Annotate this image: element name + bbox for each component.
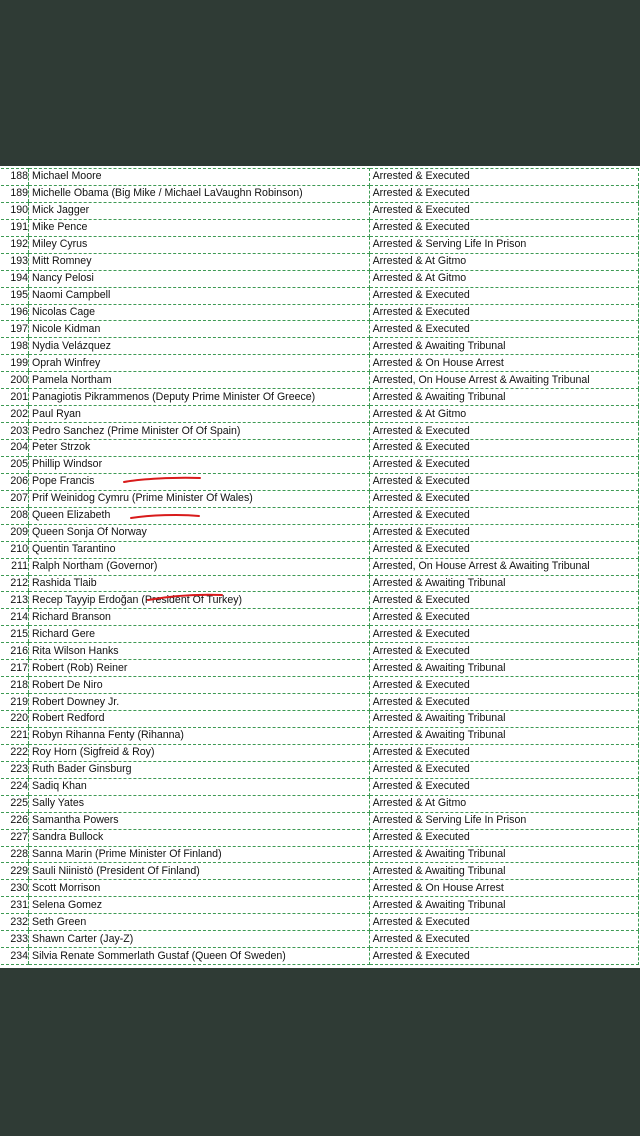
row-number: 217 [1,660,29,677]
status-cell: Arrested & Executed [369,456,638,473]
person-name: Rita Wilson Hanks [29,643,370,660]
status-cell: Arrested & Executed [369,609,638,626]
status-cell: Arrested, On House Arrest & Awaiting Tribunal [369,558,638,575]
row-number: 210 [1,541,29,558]
person-name: Paul Ryan [29,406,370,423]
table-row [1,948,639,965]
person-name: Sandra Bullock [29,829,370,846]
table-row [1,490,639,507]
table-row [1,677,639,694]
table-row [1,406,639,423]
table-row [1,812,639,829]
table-row [1,321,639,338]
table-row [1,829,639,846]
row-number: 228 [1,846,29,863]
person-name: Sanna Marin (Prime Minister Of Finland) [29,846,370,863]
table-row [1,270,639,287]
table-row [1,287,639,304]
status-cell: Arrested & Awaiting Tribunal [369,846,638,863]
row-number: 212 [1,575,29,592]
row-number: 211 [1,558,29,575]
table-row [1,626,639,643]
status-cell: Arrested & Executed [369,507,638,524]
row-number: 220 [1,711,29,728]
row-number: 201 [1,389,29,406]
person-name: Robert De Niro [29,677,370,694]
row-number: 216 [1,643,29,660]
person-name: Scott Morrison [29,880,370,897]
table-row [1,236,639,253]
status-cell: Arrested & At Gitmo [369,795,638,812]
row-number: 223 [1,761,29,778]
table-row [1,253,639,270]
table-row [1,202,639,219]
table-row [1,727,639,744]
status-cell: Arrested & Awaiting Tribunal [369,575,638,592]
person-name: Nancy Pelosi [29,270,370,287]
table-row [1,914,639,931]
status-cell: Arrested & Executed [369,677,638,694]
status-cell: Arrested & Executed [369,744,638,761]
person-name: Recep Tayyip Erdoğan (President Of Turkey) [29,592,370,609]
person-name: Mick Jagger [29,202,370,219]
row-number: 234 [1,948,29,965]
row-number: 213 [1,592,29,609]
status-cell: Arrested, On House Arrest & Awaiting Tribunal [369,372,638,389]
row-number: 208 [1,507,29,524]
status-cell: Arrested & Awaiting Tribunal [369,660,638,677]
table-row [1,778,639,795]
table-row [1,169,639,186]
person-name: Naomi Campbell [29,287,370,304]
person-name: Selena Gomez [29,897,370,914]
person-name: Pedro Sanchez (Prime Minister Of Of Spain) [29,423,370,440]
status-cell: Arrested & Executed [369,541,638,558]
row-number: 199 [1,355,29,372]
table-row [1,423,639,440]
status-cell: Arrested & Awaiting Tribunal [369,389,638,406]
status-cell: Arrested & Executed [369,592,638,609]
row-number: 230 [1,880,29,897]
row-number: 227 [1,829,29,846]
person-name: Robert (Rob) Reiner [29,660,370,677]
person-name: Shawn Carter (Jay-Z) [29,931,370,948]
status-cell: Arrested & Executed [369,490,638,507]
table-row [1,575,639,592]
person-name: Phillip Windsor [29,456,370,473]
table-row [1,931,639,948]
row-number: 192 [1,236,29,253]
person-name: Mitt Romney [29,253,370,270]
person-name: Sauli Niinistö (President Of Finland) [29,863,370,880]
status-cell: Arrested & Executed [369,169,638,186]
status-cell: Arrested & Executed [369,304,638,321]
person-name: Richard Branson [29,609,370,626]
person-name: Sally Yates [29,795,370,812]
roster-table-body [1,169,639,965]
table-row [1,219,639,236]
person-name: Robyn Rihanna Fenty (Rihanna) [29,727,370,744]
person-name: Queen Sonja Of Norway [29,524,370,541]
person-name: Pamela Northam [29,372,370,389]
status-cell: Arrested & On House Arrest [369,880,638,897]
person-name: Nydia Velázquez [29,338,370,355]
person-name: Panagiotis Pikrammenos (Deputy Prime Minister Of Greece) [29,389,370,406]
person-name: Silvia Renate Sommerlath Gustaf (Queen Of Sweden) [29,948,370,965]
row-number: 219 [1,694,29,711]
table-row [1,304,639,321]
person-name: Seth Green [29,914,370,931]
status-cell: Arrested & Executed [369,219,638,236]
status-cell: Arrested & Executed [369,321,638,338]
row-number: 233 [1,931,29,948]
row-number: 231 [1,897,29,914]
status-cell: Arrested & Executed [369,440,638,457]
status-cell: Arrested & Awaiting Tribunal [369,863,638,880]
table-row [1,473,639,490]
status-cell: Arrested & Executed [369,778,638,795]
row-number: 202 [1,406,29,423]
row-number: 226 [1,812,29,829]
status-cell: Arrested & Serving Life In Prison [369,236,638,253]
person-name: Roy Horn (Sigfreid & Roy) [29,744,370,761]
status-cell: Arrested & At Gitmo [369,253,638,270]
row-number: 200 [1,372,29,389]
row-number: 194 [1,270,29,287]
person-name: Sadiq Khan [29,778,370,795]
row-number: 224 [1,778,29,795]
row-number: 190 [1,202,29,219]
table-row [1,541,639,558]
person-name: Robert Downey Jr. [29,694,370,711]
table-row [1,372,639,389]
table-row [1,660,639,677]
status-cell: Arrested & Executed [369,185,638,202]
person-name: Miley Cyrus [29,236,370,253]
row-number: 229 [1,863,29,880]
table-row [1,795,639,812]
row-number: 204 [1,440,29,457]
person-name: Prif Weinidog Cymru (Prime Minister Of Wales) [29,490,370,507]
status-cell: Arrested & Executed [369,202,638,219]
table-row [1,389,639,406]
row-number: 215 [1,626,29,643]
person-name: Pope Francis [29,473,370,490]
table-row [1,355,639,372]
person-name: Mike Pence [29,219,370,236]
person-name: Nicole Kidman [29,321,370,338]
row-number: 189 [1,185,29,202]
status-cell: Arrested & Executed [369,829,638,846]
person-name: Oprah Winfrey [29,355,370,372]
status-cell: Arrested & Executed [369,473,638,490]
row-number: 221 [1,727,29,744]
row-number: 206 [1,473,29,490]
table-row [1,456,639,473]
status-cell: Arrested & Executed [369,948,638,965]
person-name: Ralph Northam (Governor) [29,558,370,575]
table-row [1,744,639,761]
person-name: Richard Gere [29,626,370,643]
person-name: Peter Strzok [29,440,370,457]
status-cell: Arrested & Awaiting Tribunal [369,338,638,355]
row-number: 197 [1,321,29,338]
status-cell: Arrested & Executed [369,914,638,931]
table-row [1,761,639,778]
row-number: 225 [1,795,29,812]
row-number: 207 [1,490,29,507]
status-cell: Arrested & Executed [369,694,638,711]
row-number: 191 [1,219,29,236]
row-number: 195 [1,287,29,304]
status-cell: Arrested & Executed [369,931,638,948]
row-number: 196 [1,304,29,321]
person-name: Robert Redford [29,711,370,728]
status-cell: Arrested & Executed [369,524,638,541]
table-row [1,440,639,457]
status-cell: Arrested & Executed [369,287,638,304]
person-name: Michelle Obama (Big Mike / Michael LaVaughn Robinson) [29,185,370,202]
person-name: Queen Elizabeth [29,507,370,524]
row-number: 205 [1,456,29,473]
table-row [1,880,639,897]
status-cell: Arrested & At Gitmo [369,406,638,423]
person-name: Rashida Tlaib [29,575,370,592]
row-number: 222 [1,744,29,761]
person-name: Michael Moore [29,169,370,186]
table-row [1,846,639,863]
person-name: Samantha Powers [29,812,370,829]
row-number: 193 [1,253,29,270]
person-name: Nicolas Cage [29,304,370,321]
table-row [1,592,639,609]
person-name: Quentin Tarantino [29,541,370,558]
table-row [1,507,639,524]
status-cell: Arrested & Executed [369,643,638,660]
table-row [1,863,639,880]
table-row [1,338,639,355]
row-number: 232 [1,914,29,931]
row-number: 209 [1,524,29,541]
table-row [1,558,639,575]
table-row [1,897,639,914]
table-row [1,711,639,728]
status-cell: Arrested & Executed [369,423,638,440]
status-cell: Arrested & Executed [369,761,638,778]
status-cell: Arrested & Serving Life In Prison [369,812,638,829]
status-cell: Arrested & On House Arrest [369,355,638,372]
status-cell: Arrested & Executed [369,626,638,643]
status-cell: Arrested & Awaiting Tribunal [369,711,638,728]
table-row [1,524,639,541]
spreadsheet-photo [0,166,640,968]
status-cell: Arrested & Awaiting Tribunal [369,727,638,744]
person-name: Ruth Bader Ginsburg [29,761,370,778]
roster-table [1,168,639,965]
row-number: 198 [1,338,29,355]
row-number: 203 [1,423,29,440]
table-row [1,643,639,660]
row-number: 218 [1,677,29,694]
row-number: 214 [1,609,29,626]
table-row [1,694,639,711]
status-cell: Arrested & At Gitmo [369,270,638,287]
status-cell: Arrested & Awaiting Tribunal [369,897,638,914]
table-row [1,609,639,626]
table-row [1,185,639,202]
row-number: 188 [1,169,29,186]
